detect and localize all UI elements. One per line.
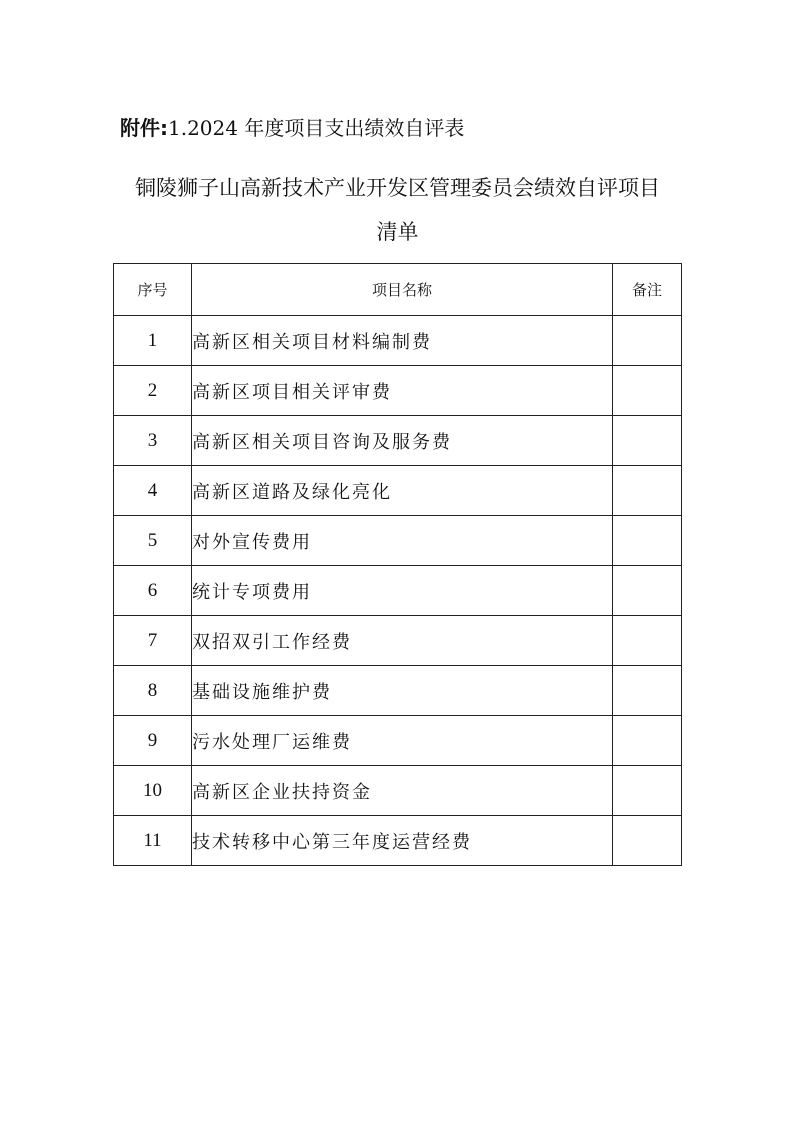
row-project-name: 双招双引工作经费 (192, 616, 613, 666)
table-row (114, 316, 682, 366)
row-project-name: 统计专项费用 (192, 566, 613, 616)
row-project-name: 污水处理厂运维费 (192, 716, 613, 766)
attachment-prefix: 附件: (120, 116, 168, 140)
table-row (114, 366, 682, 416)
row-note (613, 316, 682, 366)
row-number: 11 (114, 816, 192, 866)
row-project-name: 技术转移中心第三年度运营经费 (192, 816, 613, 866)
row-project-name: 高新区道路及绿化亮化 (192, 466, 613, 516)
header-project-name: 项目名称 (192, 264, 613, 316)
row-project-name: 高新区项目相关评审费 (192, 366, 613, 416)
attachment-text: 1.2024 年度项目支出绩效自评表 (168, 116, 465, 140)
table-row (114, 716, 682, 766)
row-number: 5 (114, 516, 192, 566)
project-list-table (113, 263, 682, 866)
row-project-name: 对外宣传费用 (192, 516, 613, 566)
row-number: 9 (114, 716, 192, 766)
table-row (114, 466, 682, 516)
row-note (613, 416, 682, 466)
row-note (613, 666, 682, 716)
table-row (114, 666, 682, 716)
row-note (613, 816, 682, 866)
row-note (613, 716, 682, 766)
row-note (613, 766, 682, 816)
table-header-row (114, 264, 682, 316)
row-number: 2 (114, 366, 192, 416)
row-note (613, 616, 682, 666)
row-note (613, 366, 682, 416)
document-title-line-1: 铜陵狮子山高新技术产业开发区管理委员会绩效自评项目 (135, 176, 660, 200)
header-number: 序号 (114, 264, 192, 316)
table-row (114, 816, 682, 866)
row-project-name: 高新区相关项目材料编制费 (192, 316, 613, 366)
table-row (114, 416, 682, 466)
row-number: 3 (114, 416, 192, 466)
row-project-name: 基础设施维护费 (192, 666, 613, 716)
header-note: 备注 (613, 264, 682, 316)
row-note (613, 566, 682, 616)
row-number: 6 (114, 566, 192, 616)
row-project-name: 高新区相关项目咨询及服务费 (192, 416, 613, 466)
row-number: 10 (114, 766, 192, 816)
row-number: 1 (114, 316, 192, 366)
row-note (613, 466, 682, 516)
row-note (613, 516, 682, 566)
row-number: 7 (114, 616, 192, 666)
table-row (114, 616, 682, 666)
table-row (114, 516, 682, 566)
document-title-line-2: 清单 (376, 220, 419, 244)
row-project-name: 高新区企业扶持资金 (192, 766, 613, 816)
table-row (114, 766, 682, 816)
row-number: 8 (114, 666, 192, 716)
attachment-heading (120, 112, 464, 144)
table-row (114, 566, 682, 616)
row-number: 4 (114, 466, 192, 516)
